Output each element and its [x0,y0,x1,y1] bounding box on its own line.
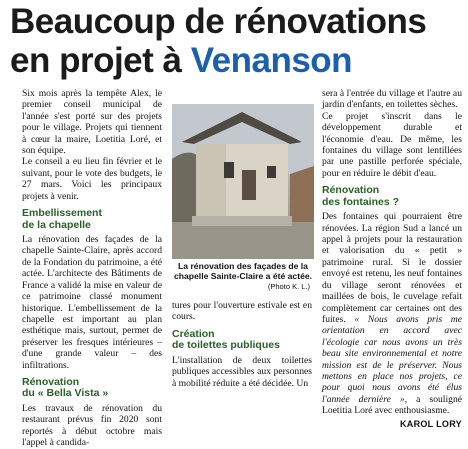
headline-accent: Venanson [190,41,353,80]
col3-continued-paragraph: sera à l'entrée du village et l'autre au jardin d'enfants, en toilettes sèches. [322,88,462,111]
intro-paragraph-2: Le conseil a eu lieu fin février et le suivant, pour le vote des budgets, le 27 mars. Voici les principaux projets à venir. [22,156,162,202]
fontaines-paragraph [322,211,462,416]
headline [10,2,460,80]
subheading-bella-vista [22,377,162,400]
quote-attribution: , a souligné Loetitia Loré avec enthousiasme. [322,393,462,417]
photo-caption: La rénovation des façades de la chapelle Sainte-Claire a été actée. [173,261,313,282]
subheading-chapelle-line2: de la chapelle [22,218,91,231]
chapel-photo [172,104,314,259]
photo-credit: (Photo K. L.) [267,282,310,291]
intro-paragraph: Six mois après la tempête Alex, le premier conseil municipal de l'année s'est porté sur des projets pour le village. Projets qui tiennent à cœur la maire, Loetitia Loré, et son équipe. [22,88,162,157]
subheading-fontaines [322,185,462,208]
mayor-quote: « Nous avons pris me orientation en accord avec l'écologie car nous avons un très beau site environnemental et notre mission est de le préserver. Nous mettons en place nos projets, ce pour quoi nous avons été élus l'année dernière » [322,313,462,405]
subheading-fontaines-line2: des fontaines ? [322,195,400,208]
subheading-toilettes [172,329,312,352]
subheading-toilettes-line1: Création [172,327,215,340]
article-column-2 [172,300,312,389]
subheading-chapelle-line1: Embellissement [22,207,102,220]
article-column-3 [322,88,462,430]
toilettes-paragraph: L'installation de deux toilettes publiques accessibles aux personnes à mobilité réduite a été décidée. Un [172,354,312,389]
headline-line2-prefix: en projet à [10,41,191,80]
chapelle-paragraph: La rénovation des façades de la chapelle Sainte-Claire, après accord de la Fondation du patrimoine, a été actée. L'architecte des Bâtiments de France a validé la mise en valeur de ce patrimoine classé monument historique. L'embellissement de la chapelle est important au plan esthétique mais, surtout, permet de préserver les fresques intérieures – d'une grande valeur – des infiltrations. [22,234,162,371]
article-column-1 [22,88,162,449]
col2-continued-paragraph: tures pour l'ouverture estivale est en cours. [172,300,312,323]
subheading-bella-line1: Rénovation [22,375,80,388]
subheading-fontaines-line1: Rénovation [322,184,380,197]
durable-paragraph: Ce projet s'inscrit dans le développement durable et l'économie d'eau. De même, les fontaines du village sont lentillées par une pastille perforée spéciale, pour en réduire le débit d'eau. [322,110,462,179]
subheading-bella-line2: du « Bella Vista » [22,387,109,400]
chapel-illustration [172,104,314,259]
subheading-toilettes-line2: de toilettes publiques [172,339,280,352]
subheading-chapelle [22,208,162,231]
fontaines-text: Des fontaines qui pourraient être rénovées. La région Sud a lancé un appel à projets pour la restauration et valorisation du « petit » patrimoine rural. Si le dossier envoyé est retenu, les neuf fontaines du village seront rénovées et maillées de bois, le cuvelage refait complètement car certaines ont des fuites. [322,211,462,325]
headline-line1: Beaucoup de rénovations [10,2,427,41]
bella-vista-paragraph: Les travaux de rénovation du restaurant prévus fin 2020 sont reportés à début octobre mais l'appel à candida- [22,402,162,449]
byline: KAROL LORY [399,418,462,429]
